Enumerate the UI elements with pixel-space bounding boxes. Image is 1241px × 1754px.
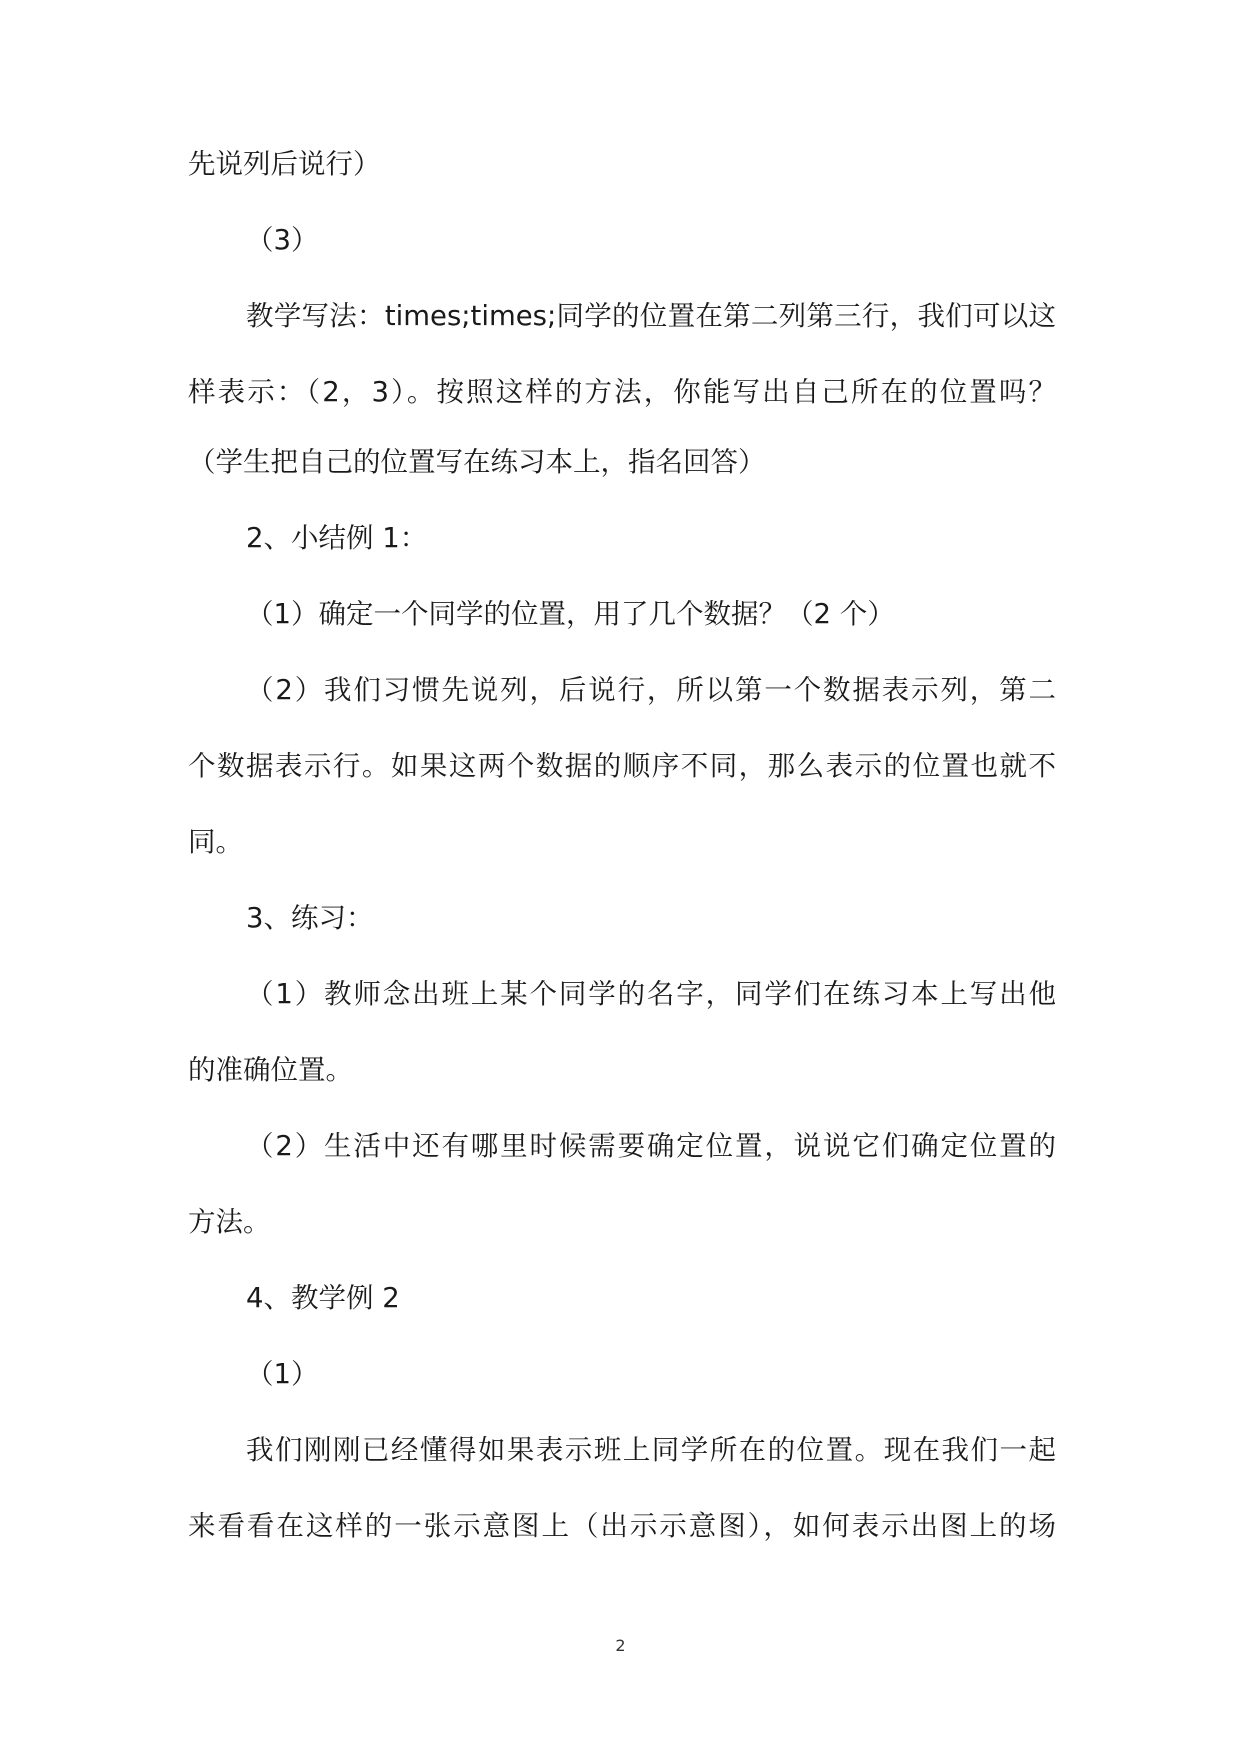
page-number: 2 [615,1636,626,1655]
text-line: （学生把自己的位置写在练习本上，指名回答） [188,446,766,478]
text-line: 的准确位置。 [188,1054,353,1086]
text-line: 来看看在这样的一张示意图上（出示示意图），如何表示出图上的场 [188,1510,1056,1542]
text-line: （1）确定一个同学的位置，用了几个数据？（2 个） [246,598,895,630]
text-line: （1）教师念出班上某个同学的名字，同学们在练习本上写出他 [246,978,1056,1010]
document-body [188,145,1056,1545]
text-line: 2、小结例 1： [246,522,428,554]
text-line: 先说列后说行） [188,148,381,180]
text-line: 同。 [188,826,243,858]
text-line: 3、练习： [246,902,374,934]
text-line: 方法。 [188,1206,271,1238]
text-line: 我们刚刚已经懂得如果表示班上同学所在的位置。现在我们一起 [246,1434,1056,1466]
text-line: （2）生活中还有哪里时候需要确定位置，说说它们确定位置的 [246,1130,1056,1162]
text-line: （2）我们习惯先说列，后说行，所以第一个数据表示列，第二 [246,674,1056,706]
text-line: 样表示：（2，3）。按照这样的方法，你能写出自己所在的位置吗？ [188,376,1056,408]
text-line: 教学写法：times;times;同学的位置在第二列第三行，我们可以这 [246,300,1056,332]
text-line: （1） [246,1358,319,1390]
text-line: 个数据表示行。如果这两个数据的顺序不同，那么表示的位置也就不 [188,750,1056,782]
text-line: （3） [246,224,319,256]
text-line: 4、教学例 2 [246,1282,400,1314]
